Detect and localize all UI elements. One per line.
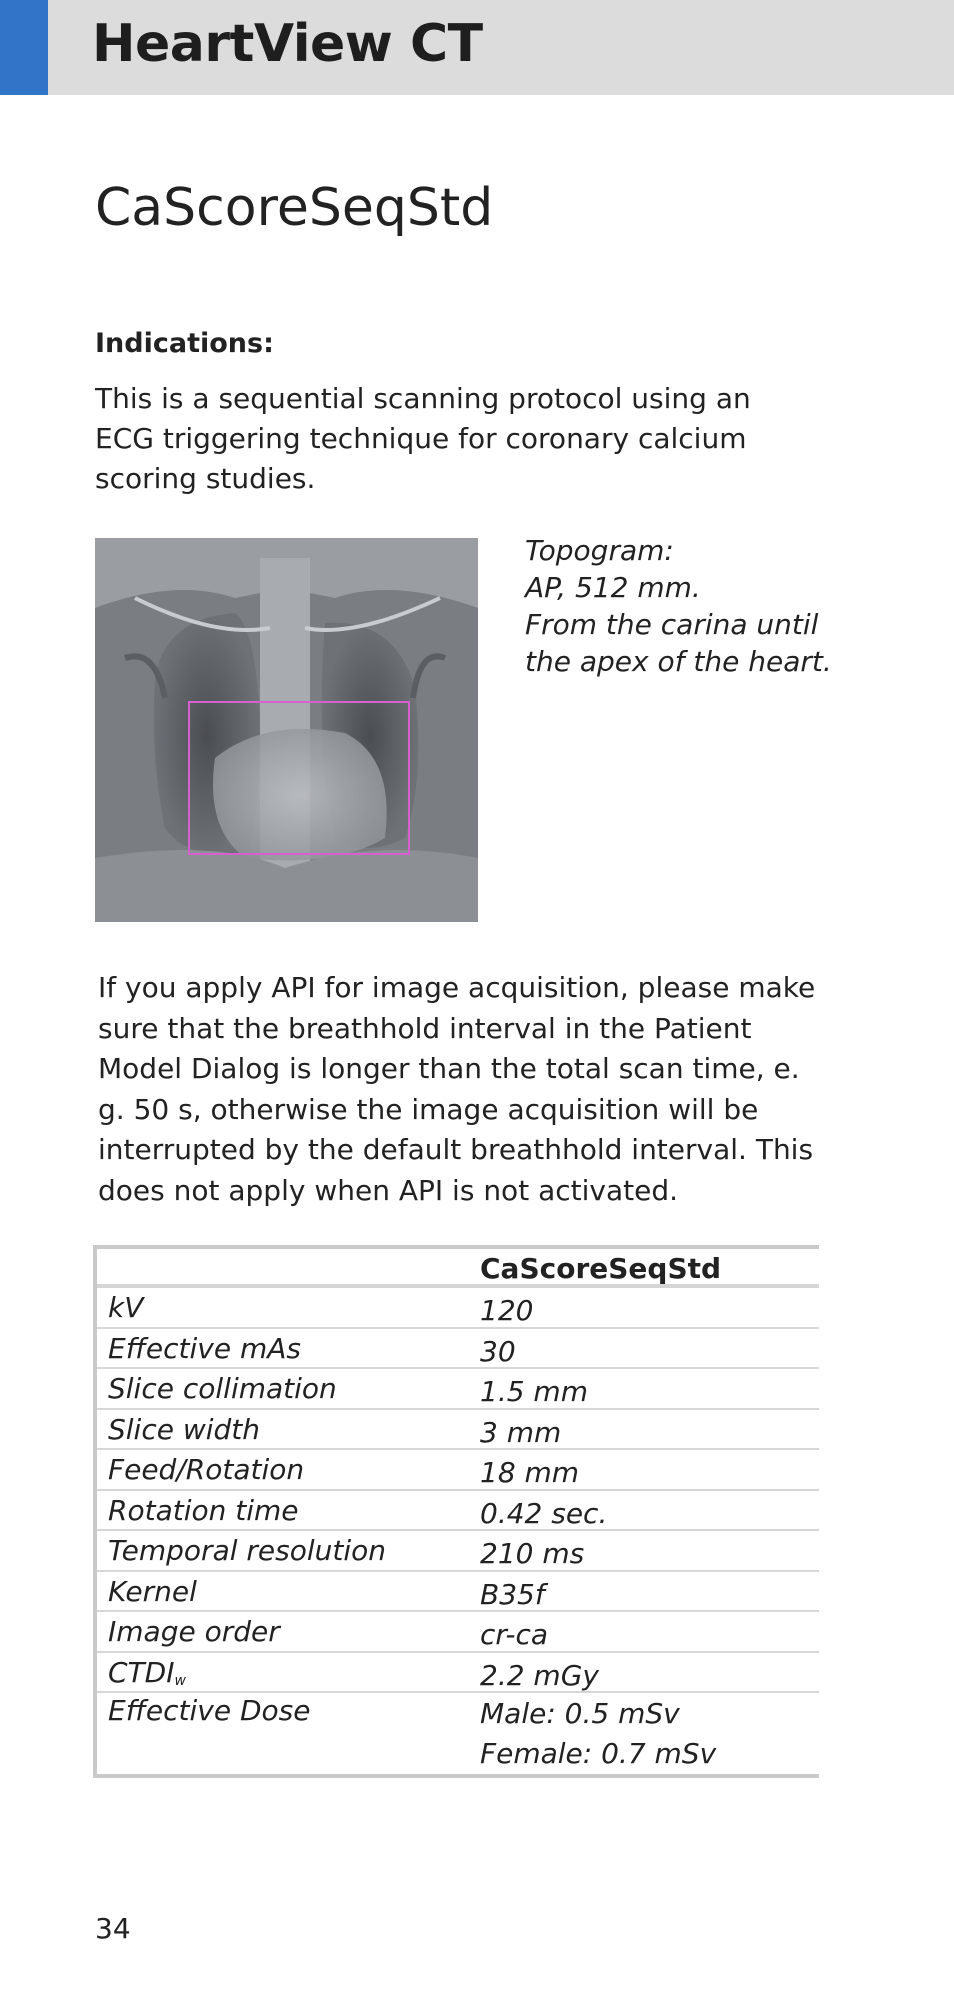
table-header-row [97, 1249, 819, 1288]
param-value-dose [480, 1694, 716, 1774]
param-label: Effective mAs [108, 1331, 301, 1365]
page-number: 34 [95, 1912, 131, 1945]
topogram-caption [525, 532, 855, 680]
table-row [97, 1572, 819, 1613]
header-accent-bar [0, 0, 48, 95]
param-label: kV [108, 1291, 144, 1324]
parameters-table [93, 1245, 819, 1778]
indications-text: This is a sequential scanning protocol using an ECG triggering technique for coronary calcium scoring studies. [95, 382, 751, 495]
table-row [97, 1329, 819, 1370]
param-value: 30 [480, 1334, 516, 1368]
header-title: HeartView CT [92, 14, 483, 74]
table-row [97, 1288, 819, 1329]
table-row [97, 1612, 819, 1653]
table-row [97, 1369, 819, 1410]
param-value: 18 mm [480, 1456, 580, 1489]
param-value: 2.2 mGy [480, 1658, 599, 1692]
dose-male: Male: 0.5 mSv [480, 1697, 680, 1730]
param-value: cr-ca [480, 1618, 549, 1651]
table-row [97, 1653, 819, 1694]
param-label: Slice width [108, 1412, 261, 1446]
page-title: CaScoreSeqStd [95, 178, 494, 238]
param-label: Slice collimation [108, 1372, 337, 1405]
param-value: 1.5 mm [480, 1375, 588, 1408]
dose-female: Female: 0.7 mSv [480, 1737, 717, 1770]
page-header [0, 0, 954, 95]
caption-line: AP, 512 mm. [525, 571, 701, 604]
topogram-image [95, 538, 478, 922]
param-label: Rotation time [108, 1493, 299, 1527]
param-label: Image order [108, 1615, 280, 1648]
param-value: 210 ms [480, 1537, 585, 1570]
ctdi-subscript: w [174, 1672, 186, 1689]
param-value: 3 mm [480, 1415, 562, 1449]
caption-line: the apex of the heart. [525, 645, 832, 678]
param-label: Kernel [108, 1574, 197, 1608]
param-value: 120 [480, 1294, 534, 1327]
topogram-xray-illustration [95, 538, 478, 922]
table-row-dose [97, 1693, 819, 1774]
table-row [97, 1491, 819, 1532]
param-value: B35f [480, 1577, 545, 1611]
param-label: Effective Dose [108, 1694, 311, 1727]
table-row [97, 1410, 819, 1451]
table-row [97, 1450, 819, 1491]
param-value: 0.42 sec. [480, 1496, 608, 1530]
param-label: Feed/Rotation [108, 1453, 305, 1486]
param-label-ctdi [108, 1656, 186, 1689]
caption-line: From the carina until [525, 608, 819, 641]
indications-heading: Indications: [95, 328, 274, 359]
table-row [97, 1531, 819, 1572]
column-header: CaScoreSeqStd [480, 1252, 722, 1285]
api-note: If you apply API for image acquisition, please make sure that the breathhold interval in the Patient Model Dialog is longer than the total scan time, e. g. 50 s, otherwise the image acquisition will be interrupted by the default breathhold interval. This does not apply when API is not activated. [98, 971, 816, 1207]
ctdi-label-text: CTDI [108, 1655, 175, 1689]
caption-line: Topogram: [525, 534, 674, 567]
param-label: Temporal resolution [108, 1534, 387, 1567]
